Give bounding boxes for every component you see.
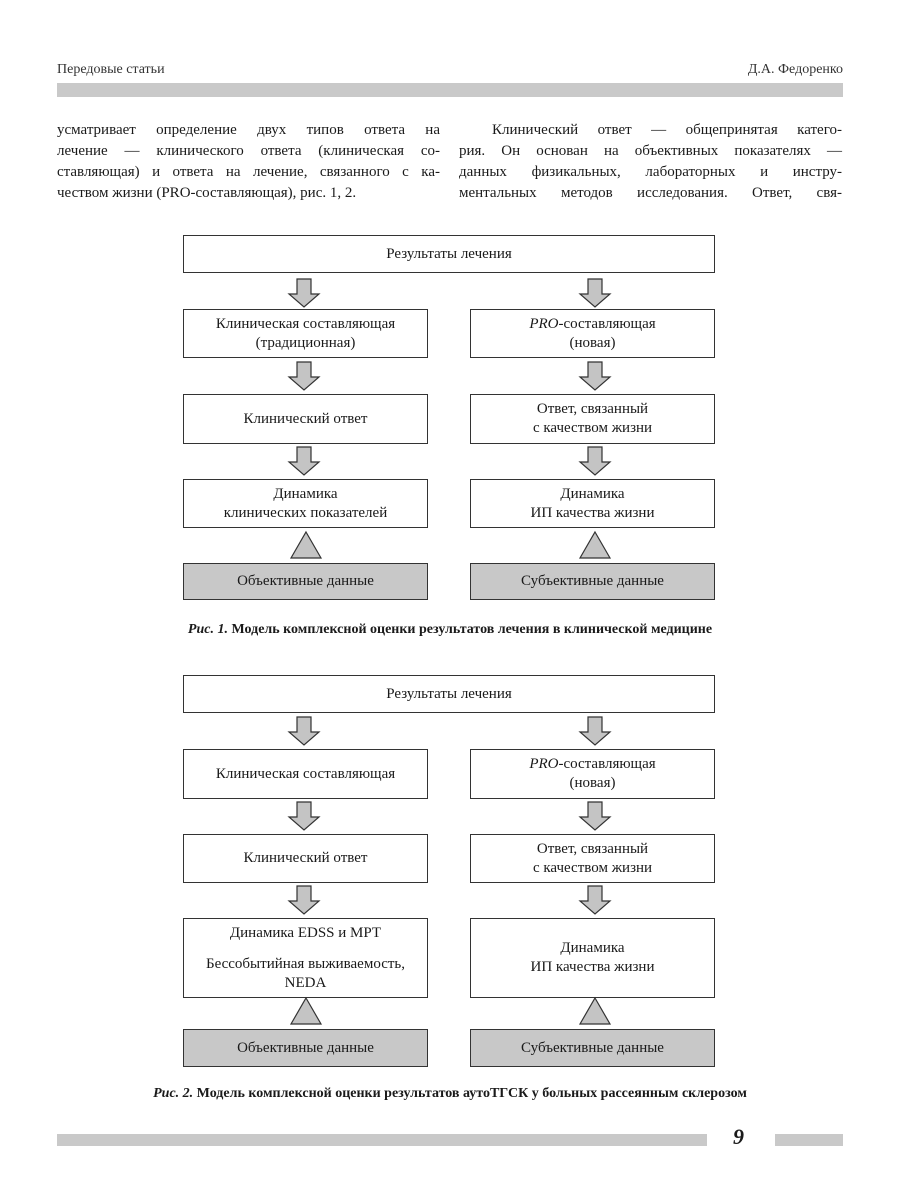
figure-2-caption	[57, 1086, 843, 1102]
box-label: Результаты лечения	[386, 245, 512, 262]
qol-response-box	[470, 394, 715, 444]
box-label: ИП качества жизни	[530, 959, 655, 975]
qol-dynamics-box	[470, 479, 715, 528]
up-triangle-icon	[289, 996, 323, 1026]
box-label: Клинический ответ	[243, 850, 368, 866]
clinical-dynamics-box	[183, 918, 428, 998]
header-divider-bar	[57, 83, 843, 97]
down-arrow-icon	[287, 446, 321, 476]
box-label: Динамика EDSS и МРТ	[229, 924, 382, 941]
text-line: лечение — клинического ответа (клиническая со-	[57, 143, 440, 159]
subjective-data-box	[470, 563, 715, 600]
box-label: с качеством жизни	[532, 859, 653, 876]
caption-label: Рис. 2.	[153, 1086, 194, 1101]
clinical-component-box	[183, 309, 428, 358]
box-label: ИП качества жизни	[530, 504, 655, 521]
down-arrow-icon	[578, 801, 612, 831]
box-label: -составляющая	[558, 315, 656, 332]
down-arrow-icon	[578, 885, 612, 915]
text-line: чеством жизни (PRO-составляющая), рис. 1, 2.	[57, 185, 357, 201]
box-label: клинических показателей	[223, 504, 388, 521]
objective-data-box	[183, 563, 428, 600]
up-triangle-icon	[578, 530, 612, 560]
qol-dynamics-box	[470, 918, 715, 998]
running-header-author: Д.А. Федоренко	[747, 62, 843, 77]
results-box	[183, 675, 715, 713]
box-label: -составляющая	[558, 756, 656, 772]
footer-bar-right	[775, 1134, 843, 1146]
text-line: усматривает определение двух типов ответа на	[57, 122, 440, 138]
box-label: Объективные данные	[237, 573, 374, 589]
text-line: ставляющая) и ответа на лечение, связанного с ка-	[57, 164, 440, 180]
box-label: (новая)	[569, 334, 616, 351]
pro-label: PRO	[529, 756, 559, 772]
pro-component-box	[470, 749, 715, 799]
down-arrow-icon	[287, 716, 321, 746]
page-number: 9	[733, 1124, 744, 1149]
down-arrow-icon	[287, 885, 321, 915]
caption-text: Модель комплексной оценки результатов аутоТГСК у больных рассеянным склерозом	[193, 1086, 747, 1101]
box-label: Динамика	[273, 485, 338, 502]
box-label: Динамика	[560, 940, 625, 956]
box-label: Объективные данные	[237, 1039, 374, 1056]
box-label: Ответ, связанный	[536, 840, 649, 857]
objective-data-box	[183, 1029, 428, 1067]
clinical-response-box	[183, 394, 428, 444]
box-label: Клиническая составляющая	[215, 315, 396, 332]
text-line: Клинический ответ — общепринятая катего-	[492, 122, 842, 138]
box-label: Ответ, связанный	[536, 401, 649, 417]
caption-text: Модель комплексной оценки результатов лечения в клинической медицине	[227, 622, 713, 637]
pro-component-box	[470, 309, 715, 358]
box-label: NEDA	[284, 974, 327, 991]
clinical-component-box	[183, 749, 428, 799]
running-header-section: Передовые статьи	[57, 62, 165, 77]
text-line: рия. Он основан на объективных показателях —	[459, 143, 842, 159]
figure-1-caption	[57, 622, 843, 638]
box-label: Бессобытийная выживаемость,	[205, 955, 406, 972]
qol-response-box	[470, 834, 715, 883]
box-label: Клиническая составляющая	[215, 765, 396, 782]
box-label: (новая)	[569, 775, 616, 791]
right-text-column	[459, 120, 842, 204]
up-triangle-icon	[289, 530, 323, 560]
down-arrow-icon	[287, 801, 321, 831]
box-label: Субъективные данные	[521, 1039, 664, 1056]
results-box	[183, 235, 715, 273]
text-line: данных физикальных, лабораторных и инстру-	[459, 164, 842, 180]
clinical-dynamics-box	[183, 479, 428, 528]
pro-label: PRO	[529, 315, 559, 332]
clinical-response-box	[183, 834, 428, 883]
footer-bar-left	[57, 1134, 707, 1146]
down-arrow-icon	[578, 278, 612, 308]
down-arrow-icon	[578, 446, 612, 476]
box-label: Результаты лечения	[386, 685, 512, 702]
box-label: (традиционная)	[255, 334, 356, 351]
subjective-data-box	[470, 1029, 715, 1067]
left-text-column	[57, 120, 440, 204]
caption-label: Рис. 1.	[187, 622, 228, 637]
box-label: с качеством жизни	[532, 420, 653, 436]
box-label: Субъективные данные	[521, 573, 664, 589]
down-arrow-icon	[578, 361, 612, 391]
up-triangle-icon	[578, 996, 612, 1026]
down-arrow-icon	[578, 716, 612, 746]
box-label: Клинический ответ	[243, 410, 368, 427]
box-label: Динамика	[560, 485, 625, 502]
down-arrow-icon	[287, 278, 321, 308]
text-line: ментальных методов исследования. Ответ, свя-	[459, 185, 842, 201]
down-arrow-icon	[287, 361, 321, 391]
